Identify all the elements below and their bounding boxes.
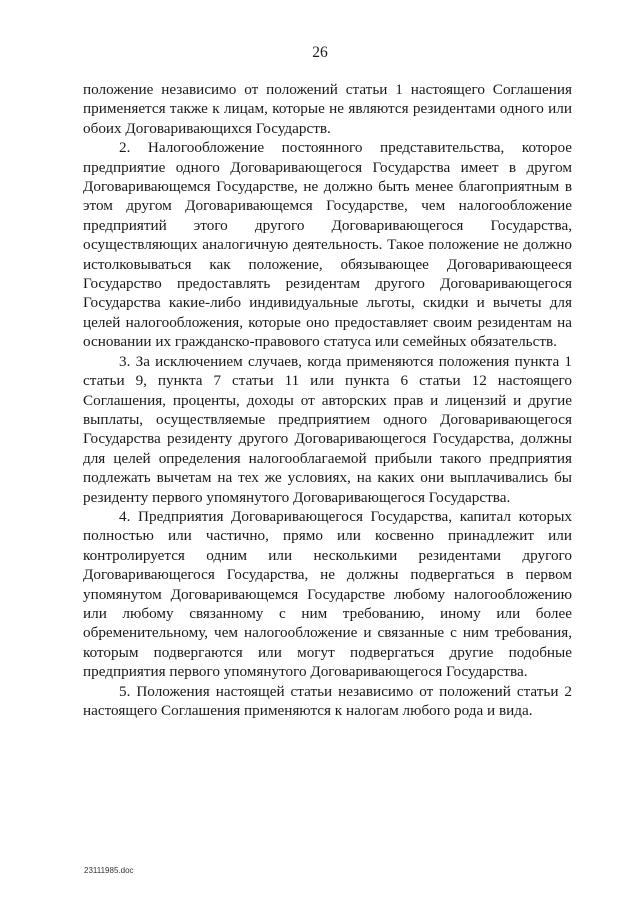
paragraph-5: 5. Положения настоящей статьи независимо от положений статьи 2 настоящего Соглашения применяются к налогам любого рода и вида. <box>83 682 572 719</box>
paragraph-continuation: положение независимо от положений статьи 1 настоящего Соглашения применяется также к лицам, которые не являются резидентами одного или обоих Договаривающихся Государств. <box>83 81 572 137</box>
document-body <box>83 80 572 720</box>
paragraph-3: 3. За исключением случаев, когда применяются положения пункта 1 статьи 9, пункта 7 статьи 11 или пункта 6 статьи 12 настоящего Соглашения, проценты, доходы от авторских прав и лицензий и другие выплаты, осуществляемые предприятием одного Договаривающегося Государства резиденту другого Договаривающегося Государства, должны для целей определения налогооблагаемой прибыли такого предприятия подлежать вычетам на тех же условиях, на каких они выплачивались бы резиденту первого упомянутого Договаривающегося Государства. <box>83 352 572 506</box>
footer-filename: 23111985.doc <box>84 866 134 875</box>
paragraph-4: 4. Предприятия Договаривающегося Государства, капитал которых полностью или частично, прямо или косвенно принадлежит или контролируется одним или несколькими резидентами другого Договаривающегося Государства, не должны подвергаться в первом упомянутом Договаривающемся Государстве любому налогообложению или любому связанному с ним требованию, иному или более обременительному, чем налогообложение и связанные с ним требования, которым подвергаются или могут подвергаться другие подобные предприятия первого упомянутого Договаривающегося Государства. <box>83 507 572 681</box>
paragraph-2: 2. Налогообложение постоянного представительства, которое предприятие одного Договаривающегося Государства имеет в другом Договаривающемся Государстве, не должно быть менее благоприятным в этом другом Договаривающемся Государстве, чем налогообложение предприятий этого другого Договаривающегося Государства, осуществляющих аналогичную деятельность. Такое положение не должно истолковываться как положение, обязывающее Договаривающееся Государство предоставлять резидентам другого Договаривающегося Государства какие-либо индивидуальные льготы, скидки и вычеты для целей налогообложения, которые оно предоставляет своим резидентам на основании их гражданско-правового статуса или семейных обязательств. <box>83 139 572 351</box>
page-number: 26 <box>312 44 328 61</box>
